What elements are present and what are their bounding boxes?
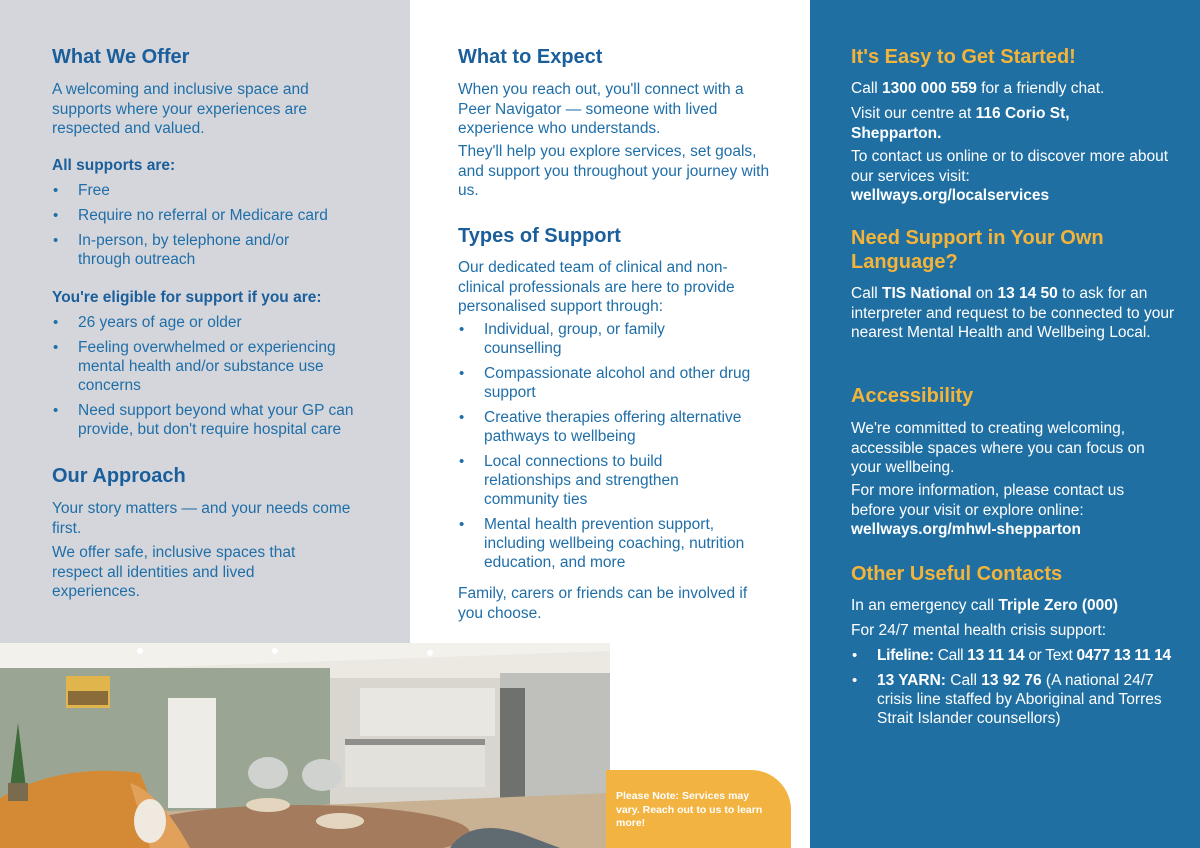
list-item: • Mental health prevention support, including wellbeing coaching, nutrition education, and more (459, 516, 745, 571)
list-item: • Compassionate alcohol and other drug support (459, 365, 751, 401)
note-box (606, 770, 791, 848)
list-item: • Require no referral or Medicare card (53, 207, 328, 224)
supports-subheading: All supports are: (52, 157, 176, 174)
emergency-text: In an emergency call Triple Zero (000) (851, 597, 1119, 614)
right-panel (810, 0, 1200, 848)
list-item: • Creative therapies offering alternative pathways to wellbeing (459, 409, 742, 445)
what-we-offer-heading: What We Offer (52, 46, 190, 68)
approach-text-1: Your story matters — and your needs come first. (52, 500, 351, 537)
note-text: Please Note: Services may vary. Reach out to us to learn more! (616, 790, 763, 829)
online-text: To contact us online or to discover more about our services visit: wellways.org/localservices (851, 148, 1169, 204)
centre-address: 116 Corio St, Shepparton. (851, 105, 1070, 142)
what-to-expect-heading: What to Expect (458, 46, 603, 68)
lifeline-item: • Lifeline: Call 13 11 14 or Text 0477 13 11 14 (852, 647, 1171, 664)
types-intro: Our dedicated team of clinical and non-clinical professionals are here to provide personalised support through: (458, 259, 735, 315)
accessibility-heading: Accessibility (851, 385, 974, 407)
types-list (458, 320, 758, 578)
call-text: Call 1300 000 559 for a friendly chat. (851, 80, 1105, 97)
local-services-link[interactable]: wellways.org/localservices (851, 187, 1050, 204)
offer-text: A welcoming and inclusive space and supports where your experiences are respected and valued. (52, 81, 309, 137)
approach-text-2: We offer safe, inclusive spaces that respect all identities and lived experiences. (52, 544, 296, 600)
types-of-support-heading: Types of Support (458, 225, 621, 247)
list-item: • In-person, by telephone and/or through outreach (53, 232, 290, 268)
white-arch (610, 643, 810, 773)
other-contacts-heading: Other Useful Contacts (851, 563, 1063, 585)
crisis-text: For 24/7 mental health crisis support: (851, 622, 1107, 639)
lounge-photo (0, 643, 610, 848)
get-started-heading: It's Easy to Get Started! (851, 46, 1076, 68)
mhwl-shepparton-link[interactable]: wellways.org/mhwl-shepparton (851, 521, 1081, 538)
list-item: • Individual, group, or family counselling (459, 321, 665, 357)
eligible-list (52, 313, 382, 445)
list-item: • 26 years of age or older (53, 314, 242, 331)
crisis-list (851, 646, 1176, 734)
yarn-item: • 13 YARN: Call 13 92 76 (A national 24/7 crisis line staffed by Aboriginal and Torres Strait Islander counsellors) (852, 672, 1162, 727)
list-item: • Feeling overwhelmed or experiencing mental health and/or substance use concerns (53, 339, 336, 394)
accessibility-text-2: For more information, please contact us before your visit or explore online: wellways.org/mhwl-shepparton (851, 482, 1125, 538)
our-approach-heading: Our Approach (52, 465, 186, 487)
expect-text-1: When you reach out, you'll connect with a Peer Navigator — someone with lived experience who understands. (458, 81, 744, 137)
eligible-subheading: You're eligible for support if you are: (52, 289, 322, 306)
expect-text-2: They'll help you explore services, set goals, and support you throughout your journey with us. (458, 143, 770, 199)
supports-list (52, 181, 372, 275)
list-item: • Free (53, 182, 110, 199)
language-text: Call TIS National on 13 14 50 to ask for an interpreter and request to be connected to your nearest Mental Health and Wellbeing Local. (851, 285, 1175, 341)
list-item: • Need support beyond what your GP can provide, but don't require hospital care (53, 402, 354, 438)
own-language-heading: Need Support in Your Own Language? (851, 227, 1104, 273)
list-item: • Local connections to build relationships and strengthen community ties (459, 453, 679, 508)
accessibility-text-1: We're committed to creating welcoming, accessible spaces where you can focus on your wellbeing. (851, 420, 1145, 476)
phone-number[interactable]: 1300 000 559 (882, 80, 977, 97)
family-text: Family, carers or friends can be involved if you choose. (458, 585, 748, 622)
visit-text: Visit our centre at 116 Corio St, Shepparton. (851, 105, 1070, 142)
tis-phone-number[interactable]: 13 14 50 (997, 285, 1058, 302)
